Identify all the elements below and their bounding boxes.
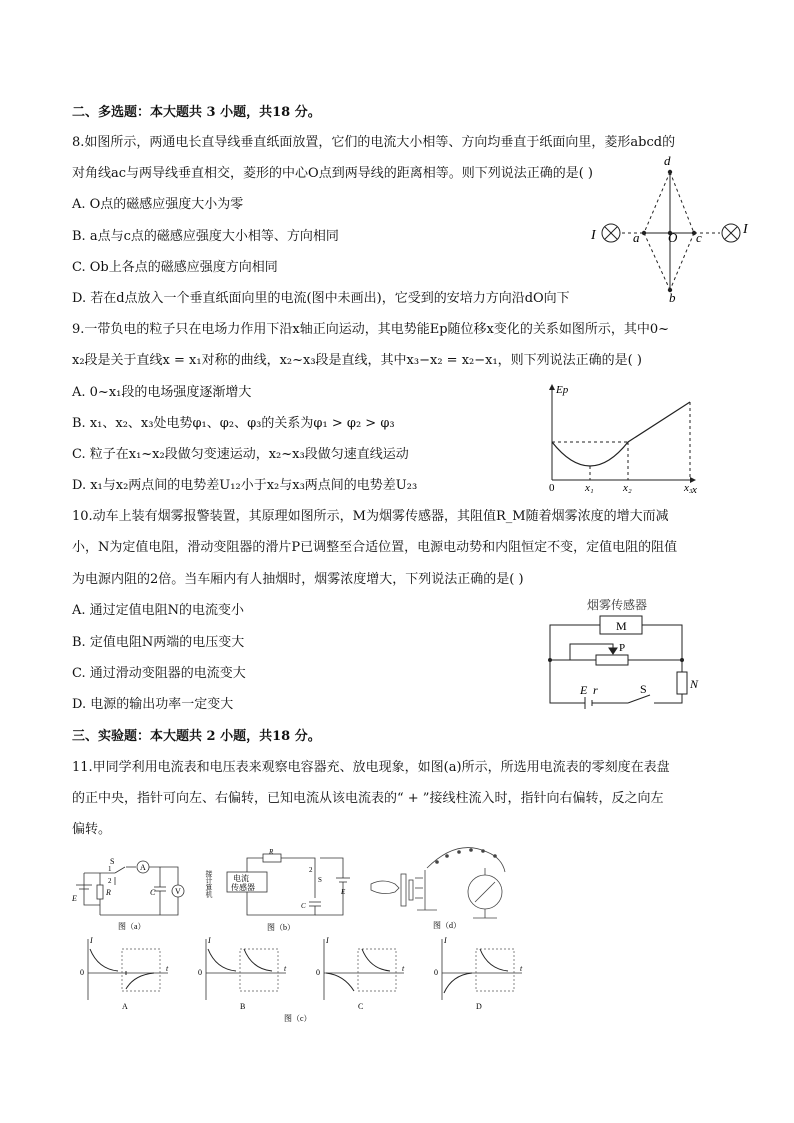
current-curve	[444, 973, 472, 993]
q8-stem-line1: 8.如图所示，两通电长直导线垂直纸面放置，它们的电流大小相等、方向均垂直于纸面向里，菱形abcd的	[72, 135, 676, 150]
ep-curve	[552, 402, 690, 466]
axis-origin: 0	[549, 482, 555, 494]
section-heading-experiment: 三、实验题：本大题共 2 小题，共18 分。	[72, 729, 321, 744]
q11-figure-c	[78, 935, 523, 1025]
caption-c: 图（c）	[284, 1014, 312, 1023]
label-N: N	[690, 677, 699, 691]
current-curve	[326, 973, 354, 991]
sensor-label-1: 电流	[233, 874, 249, 883]
graph-A	[80, 936, 169, 1011]
q8-option-c: C. Ob上各点的磁感应强度方向相同	[72, 260, 278, 275]
label-c: c	[696, 230, 702, 245]
q9-stem-line1: 9.一带负电的粒子只在电场力作用下沿x轴正向运动，其电势能Ep随位移x变化的关系如图所示，其中0~	[72, 322, 670, 337]
label-P: P	[619, 642, 626, 654]
dashed-box	[122, 949, 160, 991]
tick-x1: x₁	[585, 482, 594, 494]
axis-label-t: t	[520, 964, 523, 973]
q9-option-a: A. 0~x₁段的电场强度逐渐增大	[72, 385, 252, 400]
q8-stem-line2: 对角线ac与两导线垂直相交，菱形的中心O点到两导线的距离相等。则下列说法正确的是( )	[72, 166, 593, 181]
label-M: M	[616, 619, 627, 633]
label-O: O	[668, 230, 678, 245]
q8-option-d: D. 若在d点放入一个垂直纸面向里的电流(图中未画出)，它受到的安培力方向沿dO向下	[72, 291, 570, 306]
sensor-title: 烟雾传感器	[587, 598, 648, 612]
tick-x3: x₃	[684, 482, 693, 494]
label-I-right: I	[743, 222, 748, 237]
axis-origin: 0	[434, 968, 438, 977]
axis-label-x: x	[692, 484, 697, 496]
axis-label-I: I	[444, 936, 447, 945]
q9-option-d: D. x₁与x₂两点间的电势差U₁₂小于x₂与x₃两点间的电势差U₂₃	[72, 478, 418, 493]
sensor-label-2: 传感器	[231, 883, 255, 892]
axis-label-t: t	[166, 964, 169, 973]
tick-x2: x₂	[623, 482, 632, 494]
q9-ep-x-graph	[540, 380, 700, 495]
dashed-box	[240, 949, 278, 991]
q10-option-d: D. 电源的输出功率一定变大	[72, 697, 234, 712]
section-heading-multi-choice: 二、多选题：本大题共 3 小题，共18 分。	[72, 105, 321, 120]
q9-option-b: B. x₁、x₂、x₃处电势φ₁、φ₂、φ₃的关系为φ₁ > φ₂ > φ₃	[72, 416, 395, 431]
q11-stem-line2: 的正中央，指针可向左、右偏转，已知电流从该电流表的“ + ”接线柱流入时，指针向右偏转，反之向左	[72, 791, 664, 806]
graph-letter: D	[476, 1002, 482, 1011]
resistor-label: R	[106, 888, 111, 897]
axis-label-t: t	[284, 964, 287, 973]
b-pos2: 2	[309, 866, 313, 874]
axis-label-I: I	[208, 936, 211, 945]
b-capacitor-label: C	[301, 902, 306, 910]
current-curve	[208, 949, 236, 971]
q11-stem-line1: 11.甲同学利用电流表和电压表来观察电容器充、放电现象，如图(a)所示，所选用电流表的零刻度在表盘	[72, 760, 670, 775]
label-S: S	[640, 682, 647, 696]
axis-label-I: I	[326, 936, 329, 945]
axis-origin: 0	[316, 968, 320, 977]
computer-label: 接计算机	[205, 870, 213, 898]
voltmeter-label: V	[175, 887, 181, 896]
ammeter-label: A	[140, 863, 146, 872]
q10-option-a: A. 通过定值电阻N的电流变小	[72, 603, 245, 618]
caption-b: 图（b）	[267, 923, 295, 932]
q9-option-c: C. 粒子在x₁~x₂段做匀变速运动，x₂~x₃段做匀速直线运动	[72, 447, 409, 462]
q11-figure-b	[205, 850, 355, 935]
axis-origin: 0	[80, 968, 84, 977]
switch-label: S	[110, 857, 115, 866]
capacitor-label: C	[150, 888, 156, 897]
graph-C	[316, 936, 405, 1011]
emf-label: E	[72, 894, 77, 903]
pos2: 2	[108, 877, 112, 885]
q8-option-a: A. O点的磁感应强度大小为零	[72, 197, 244, 212]
axis-label-ep: Ep	[556, 384, 569, 396]
current-curve	[362, 949, 390, 971]
current-curve	[126, 973, 154, 989]
left-wire-icon	[602, 224, 620, 242]
graph-letter: C	[358, 1002, 364, 1011]
q10-option-c: C. 通过滑动变阻器的电流变大	[72, 666, 246, 681]
label-d: d	[664, 153, 671, 168]
label-b: b	[669, 290, 676, 305]
q10-option-b: B. 定值电阻N两端的电压变大	[72, 635, 245, 650]
label-a: a	[633, 230, 640, 245]
caption-a: 图（a）	[118, 922, 146, 931]
current-curve	[480, 949, 508, 971]
graph-letter: A	[122, 1002, 128, 1011]
caption-d: 图（d）	[433, 921, 461, 930]
graph-B	[198, 936, 287, 1011]
dashed-box	[358, 949, 396, 991]
graph-letter: B	[240, 1002, 246, 1011]
graph-D	[434, 936, 523, 1011]
q8-option-b: B. a点与c点的磁感应强度大小相等、方向相同	[72, 229, 339, 244]
q10-stem-line3: 为电源内阻的2倍。当车厢内有人抽烟时，烟雾浓度增大，下列说法正确的是( )	[72, 572, 524, 587]
axis-label-t: t	[402, 964, 405, 973]
q11-figure-a	[70, 855, 190, 935]
q8-rhombus-figure	[584, 150, 760, 310]
label-r: r	[593, 683, 598, 697]
q10-smoke-circuit	[540, 596, 710, 716]
label-E: E	[580, 683, 588, 697]
q10-stem-line1: 10.动车上装有烟雾报警装置，其原理如图所示，M为烟雾传感器，其阻值R_M随着烟雾浓度的增大而减	[72, 509, 669, 524]
b-emf-label: E	[341, 888, 346, 896]
q10-stem-line2: 小，N为定值电阻，滑动变阻器的滑片P已调整至合适位置，电源电动势和内阻恒定不变，定值电阻的阻值	[72, 540, 678, 555]
b-resistor-label: R	[269, 848, 274, 856]
q11-stem-line3: 偏转。	[72, 822, 112, 837]
dashed-box	[476, 949, 514, 991]
b-switch-label: S	[318, 876, 322, 884]
q9-stem-line2: x₂段是关于直线x = x₁对称的曲线，x₂~x₃段是直线，其中x₃−x₂ = x₂−x₁，则下列说法正确的是( )	[72, 353, 642, 368]
current-curve	[90, 949, 118, 971]
axis-origin: 0	[198, 968, 202, 977]
label-I-left: I	[591, 228, 596, 243]
current-curve	[244, 949, 272, 971]
right-wire-icon	[722, 224, 740, 242]
q11-figure-d	[365, 840, 525, 935]
axis-label-I: I	[90, 936, 93, 945]
pos1: 1	[108, 865, 112, 873]
